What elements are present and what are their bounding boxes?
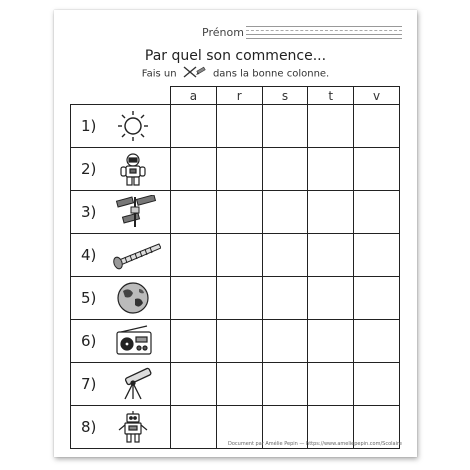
answer-cell[interactable] [171,320,217,363]
grid-row-3 [71,191,400,234]
answer-cell[interactable] [308,363,354,406]
row-number: 4) [81,246,97,264]
answer-cell[interactable] [171,277,217,320]
answer-cell[interactable] [308,234,354,277]
answer-cell[interactable] [262,191,308,234]
worksheet-page [54,10,417,457]
answer-cell[interactable] [354,234,400,277]
answer-cell[interactable] [171,363,217,406]
robot-icon [111,410,161,444]
row-number: 6) [81,332,97,350]
worksheet-title: Par quel son commence... [144,48,327,64]
answer-cell[interactable] [171,148,217,191]
row-number: 5) [81,289,97,307]
answer-cell[interactable] [216,148,262,191]
answer-cell[interactable] [354,277,400,320]
answer-grid [70,86,400,449]
answer-cell[interactable] [216,234,262,277]
grid-row-5 [71,277,400,320]
name-writing-lines [246,26,402,42]
column-header-s: s [262,87,308,105]
pencil-x-icon [182,66,208,81]
answer-cell[interactable] [216,277,262,320]
grid-corner [71,87,171,105]
row-item-2 [71,148,171,191]
column-header-a: a [171,87,217,105]
answer-cell[interactable] [354,105,400,148]
row-item-3 [71,191,171,234]
name-field[interactable] [202,24,402,48]
row-item-5 [71,277,171,320]
row-number: 1) [81,117,97,135]
answer-cell[interactable] [308,148,354,191]
answer-cell[interactable] [216,363,262,406]
answer-cell[interactable] [308,277,354,320]
column-header-t: t [308,87,354,105]
row-item-7 [71,363,171,406]
answer-cell[interactable] [262,148,308,191]
grid-row-4 [71,234,400,277]
answer-cell[interactable] [262,277,308,320]
answer-cell[interactable] [262,234,308,277]
grid-row-6 [71,320,400,363]
answer-cell[interactable] [354,363,400,406]
answer-cell[interactable] [308,320,354,363]
answer-cell[interactable] [262,320,308,363]
astronaut-icon [111,152,161,186]
row-item-6 [71,320,171,363]
answer-cell[interactable] [354,320,400,363]
space-station-icon [111,195,161,229]
row-number: 3) [81,203,97,221]
row-number: 2) [81,160,97,178]
row-item-1 [71,105,171,148]
grid-row-2 [71,148,400,191]
grid-header-row [71,87,400,105]
answer-cell[interactable] [354,191,400,234]
answer-cell[interactable] [308,105,354,148]
column-header-v: v [354,87,400,105]
answer-cell[interactable] [262,363,308,406]
planet-icon [111,281,161,315]
answer-cell[interactable] [354,148,400,191]
answer-cell[interactable] [216,320,262,363]
column-header-r: r [216,87,262,105]
instruction-after: dans la bonne colonne. [212,68,330,80]
grid-row-1 [71,105,400,148]
answer-cell[interactable] [171,234,217,277]
answer-cell[interactable] [262,105,308,148]
telescope-icon [111,367,161,401]
row-number: 8) [81,418,97,436]
answer-cell[interactable] [171,105,217,148]
answer-cell[interactable] [171,191,217,234]
footer-credit: Document par Amélie Pepin — https://www.ameliepepin.com/Scolaire [228,441,402,447]
screw-icon [111,238,161,272]
answer-cell[interactable] [308,191,354,234]
row-item-4 [71,234,171,277]
grid-row-7 [71,363,400,406]
instruction-before: Fais un [141,68,177,80]
answer-cell[interactable] [216,105,262,148]
instruction-text [54,66,417,81]
name-label: Prénom [202,26,244,39]
answer-cell[interactable] [216,191,262,234]
sun-icon [111,109,161,143]
radio-icon [111,324,161,358]
row-number: 7) [81,375,97,393]
